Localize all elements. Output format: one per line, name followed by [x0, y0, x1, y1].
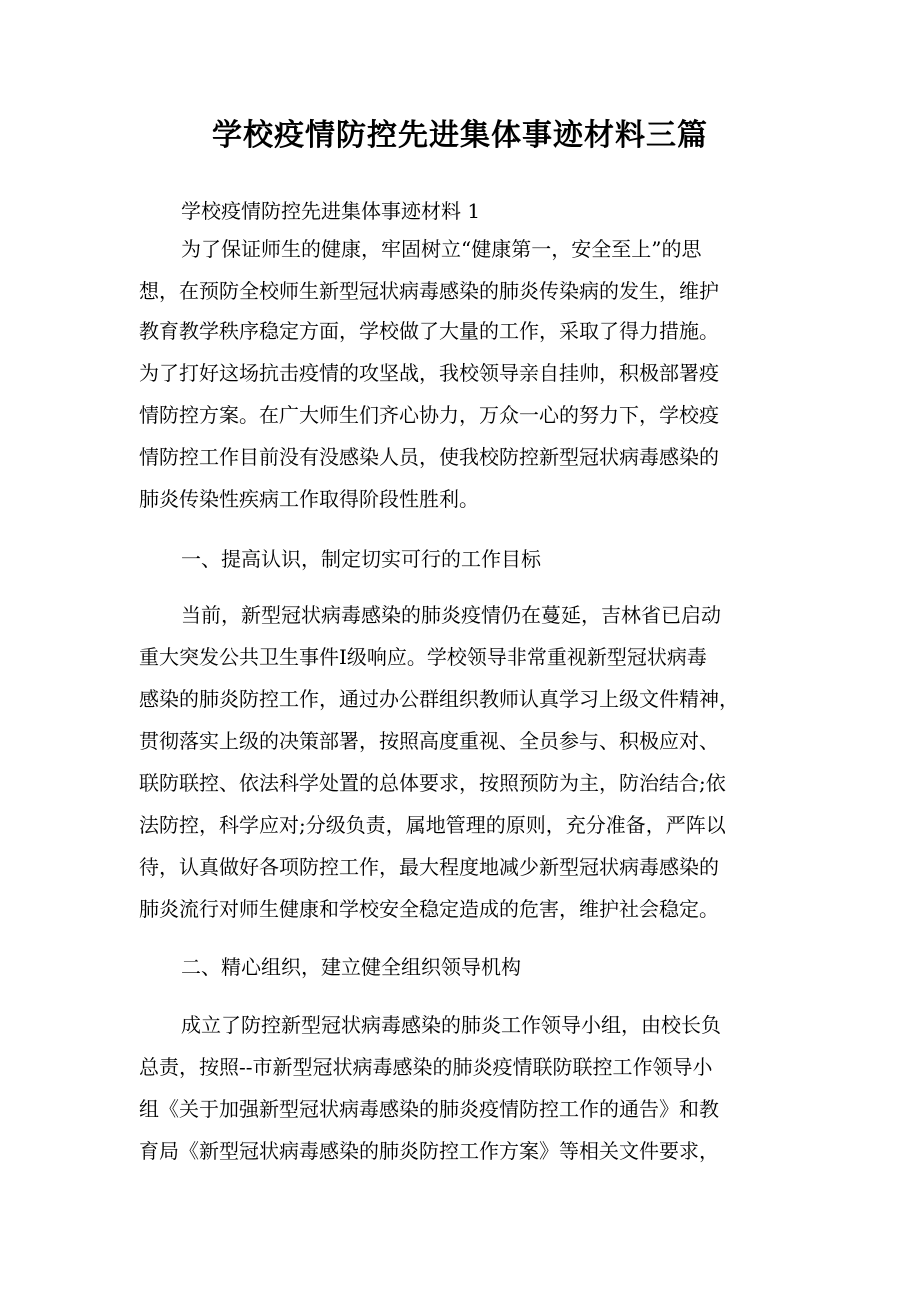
- paragraph-line: 想，在预防全校师生新型冠状病毒感染的肺炎传染病的发生，维护: [139, 279, 719, 303]
- paragraph-line: 为了打好这场抗击疫情的攻坚战，我校领导亲自挂帅，积极部署疫: [139, 361, 719, 385]
- paragraph-line: 育局《新型冠状病毒感染的肺炎防控工作方案》等相关文件要求，: [139, 1139, 719, 1163]
- paragraph-line: 成立了防控新型冠状病毒感染的肺炎工作领导小组，由校长负: [181, 1013, 721, 1037]
- paragraph-line: 为了保证师生的健康，牢固树立“健康第一，安全至上”的思: [181, 237, 702, 261]
- paragraph-line: 肺炎流行对师生健康和学校安全稳定造成的危害，维护社会稳定。: [139, 897, 719, 921]
- paragraph-line: 待，认真做好各项防控工作，最大程度地减少新型冠状病毒感染的: [139, 855, 719, 879]
- paragraph-line: 情防控工作目前没有没感染人员，使我校防控新型冠状病毒感染的: [139, 445, 719, 469]
- paragraph-line: 当前，新型冠状病毒感染的肺炎疫情仍在蔓延，吉林省已启动: [181, 603, 721, 627]
- paragraph-line: 情防控方案。在广大师生们齐心协力，万众一心的努力下，学校疫: [139, 403, 719, 427]
- paragraph-line: 贯彻落实上级的决策部署，按照高度重视、全员参与、积极应对、: [139, 729, 719, 753]
- paragraph-line: 法防控，科学应对;分级负责，属地管理的原则，充分准备，严阵以: [139, 813, 726, 837]
- document-subtitle: 学校疫情防控先进集体事迹材料 1: [181, 199, 481, 223]
- paragraph-line: 组《关于加强新型冠状病毒感染的肺炎疫情防控工作的通告》和教: [139, 1097, 719, 1121]
- section-heading: 一、提高认识，制定切实可行的工作目标: [181, 547, 541, 571]
- paragraph-line: 总责，按照--市新型冠状病毒感染的肺炎疫情联防联控工作领导小: [139, 1055, 713, 1079]
- document-title: 学校疫情防控先进集体事迹材料三篇: [212, 118, 708, 153]
- paragraph-line: 联防联控、依法科学处置的总体要求，按照预防为主，防治结合;依: [139, 771, 726, 795]
- paragraph-line: 肺炎传染性疾病工作取得阶段性胜利。: [139, 487, 479, 511]
- paragraph-line: 感染的肺炎防控工作，通过办公群组织教师认真学习上级文件精神，: [139, 687, 739, 711]
- paragraph-line: 重大突发公共卫生事件Ⅰ级响应。学校领导非常重视新型冠状病毒: [139, 645, 707, 669]
- section-heading: 二、精心组织，建立健全组织领导机构: [181, 955, 521, 979]
- paragraph-line: 教育教学秩序稳定方面，学校做了大量的工作，采取了得力措施。: [139, 319, 719, 343]
